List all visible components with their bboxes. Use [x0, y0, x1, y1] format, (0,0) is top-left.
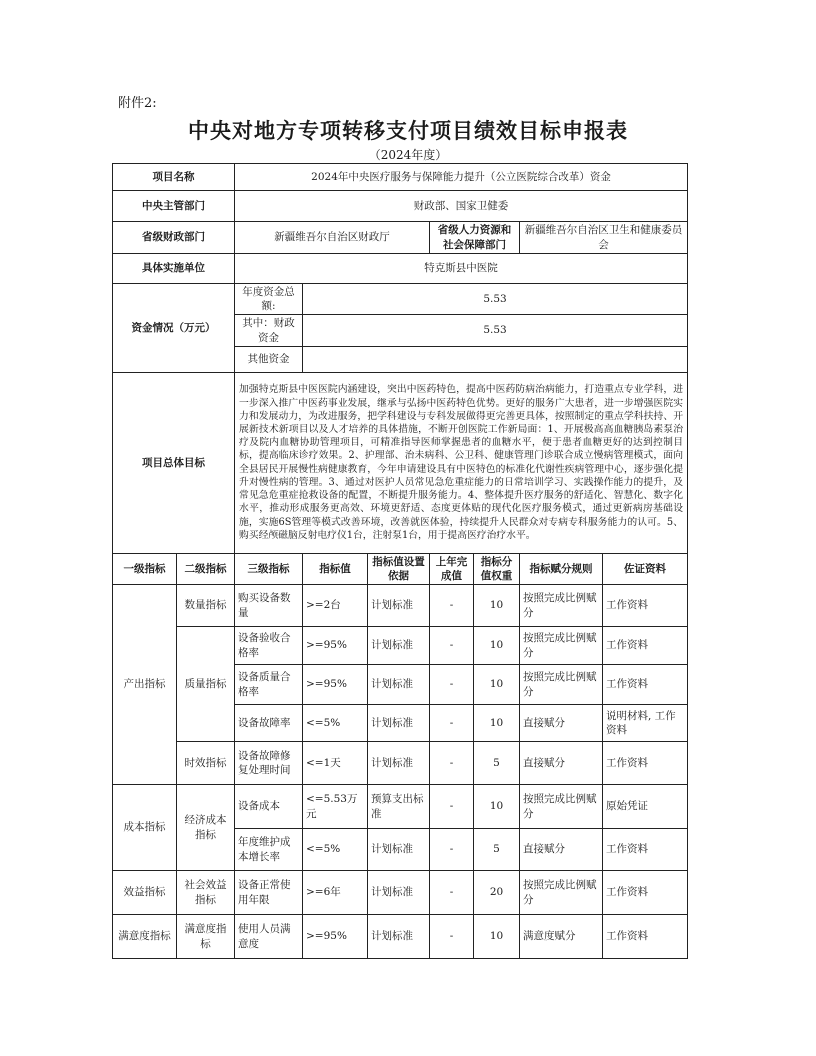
l3-cell: 年度维护成本增长率	[235, 829, 303, 871]
header-rule: 指标赋分规则	[520, 553, 603, 584]
rule-cell: 按照完成比例赋分	[520, 665, 603, 705]
value-cell: >=95%	[303, 915, 368, 959]
central-dept-label: 中央主管部门	[113, 191, 235, 222]
evidence-cell: 工作资料	[603, 829, 688, 871]
rule-cell: 直接赋分	[520, 742, 603, 785]
header-weight: 指标分值权重	[474, 553, 520, 584]
rule-cell: 按照完成比例赋分	[520, 627, 603, 665]
value-cell: >=2台	[303, 585, 368, 627]
weight-cell: 10	[474, 585, 520, 627]
value-cell: >=95%	[303, 665, 368, 705]
goal-label: 项目总体目标	[113, 372, 235, 553]
evidence-cell: 工作资料	[603, 915, 688, 959]
unit-label: 具体实施单位	[113, 254, 235, 284]
evidence-cell: 工作资料	[603, 585, 688, 627]
basis-cell: 计划标准	[368, 627, 430, 665]
provincial-hr-label: 省级人力资源和社会保障部门	[430, 222, 520, 254]
prev-cell: -	[430, 705, 474, 742]
central-dept-value: 财政部、国家卫健委	[235, 191, 688, 222]
evidence-cell: 工作资料	[603, 871, 688, 915]
performance-target-table	[112, 163, 688, 959]
rule-cell: 直接赋分	[520, 705, 603, 742]
rule-cell: 按照完成比例赋分	[520, 871, 603, 915]
header-value: 指标值	[303, 553, 368, 584]
value-cell: >=95%	[303, 627, 368, 665]
l3-cell: 设备正常使用年限	[235, 871, 303, 915]
prev-cell: -	[430, 742, 474, 785]
basis-cell: 计划标准	[368, 915, 430, 959]
prev-cell: -	[430, 871, 474, 915]
unit-value: 特克斯县中医院	[235, 254, 688, 284]
header-basis: 指标值设置依据	[368, 553, 430, 584]
l1-cell: 成本指标	[113, 785, 177, 871]
fiscal-funds-value: 5.53	[303, 315, 688, 346]
table-row	[113, 871, 688, 915]
basis-cell: 计划标准	[368, 829, 430, 871]
l3-cell: 设备成本	[235, 785, 303, 829]
prev-cell: -	[430, 829, 474, 871]
project-name-label: 项目名称	[113, 164, 235, 191]
header-evidence: 佐证资料	[603, 553, 688, 584]
table-row	[113, 785, 688, 829]
value-cell: <=5%	[303, 829, 368, 871]
value-cell: >=6年	[303, 871, 368, 915]
l1-cell: 产出指标	[113, 585, 177, 785]
value-cell: <=5%	[303, 705, 368, 742]
attachment-label: 附件2:	[118, 96, 157, 111]
other-funds-value	[303, 346, 688, 372]
header-l3: 三级指标	[235, 553, 303, 584]
year-label: （2024年度）	[368, 148, 448, 162]
l1-cell: 效益指标	[113, 871, 177, 915]
annual-funds-label: 年度资金总额:	[235, 284, 303, 315]
evidence-cell: 工作资料	[603, 627, 688, 665]
basis-cell: 计划标准	[368, 705, 430, 742]
weight-cell: 5	[474, 829, 520, 871]
evidence-cell: 工作资料	[603, 742, 688, 785]
header-l1: 一级指标	[113, 553, 177, 584]
basis-cell: 计划标准	[368, 585, 430, 627]
l2-cell: 经济成本指标	[177, 785, 235, 871]
weight-cell: 10	[474, 627, 520, 665]
provincial-finance-label: 省级财政部门	[113, 222, 235, 254]
l3-cell: 使用人员满意度	[235, 915, 303, 959]
rule-cell: 按照完成比例赋分	[520, 785, 603, 829]
provincial-hr-value: 新疆维吾尔自治区卫生和健康委员会	[520, 222, 688, 254]
evidence-cell: 工作资料	[603, 665, 688, 705]
page-title: 中央对地方专项转移支付项目绩效目标申报表	[188, 118, 628, 143]
header-l2: 二级指标	[177, 553, 235, 584]
weight-cell: 5	[474, 742, 520, 785]
prev-cell: -	[430, 915, 474, 959]
goal-text: 加强特克斯县中医医院内涵建设，突出中医药特色，提高中医药防病治病能力，打造重点专业学科，进一步深入推广中医药事业发展，继承与弘扬中医药特色优势。更好的服务广大患者，进一步增强医院实力和发展动力，为改进服务，把学科建设与专科发展做得更完善更具体，按照制定的重点学科扶持、开展新技术新项目以及人才培养的具体措施，不断开创医院工作新局面：1、开展极高高血糖胰岛素泵治疗及院内血糖协助管理项目，可精准指导医师掌握患者的血糖水平，便于患者血糖更好的达到控制目标，提高临床诊疗效果。2、护理部、治未病科、公卫科、健康管理门诊联合成立慢病管理模式，面向全县居民开展慢性病健康教育，今年申请建设具有中医特色的标准化代谢性疾病管理中心，逐步强化提升对慢性病的管理。3、通过对医护人员常见急危重症能力的日常培训学习、实践操作能力的提升，及常见急危重症抢救设备的配置，不断提升服务能力。4、整体提升医疗服务的舒适化、智慧化、数字化水平，推动形成服务更高效、环境更舒适、态度更体贴的现代化医疗服务模式，通过更新病房基础设施，实施6S管理等模式改善环境，改善就医体验，持续提升人民群众对专病专科服务能力的认可。5、购买经颅磁脑反射电疗仪1台，注射泵1台，用于提高医疗治疗水平。	[235, 372, 688, 553]
other-funds-label: 其他资金	[235, 346, 303, 372]
project-name-value: 2024年中央医疗服务与保障能力提升（公立医院综合改革）资金	[235, 164, 688, 191]
table-row	[113, 742, 688, 785]
prev-cell: -	[430, 585, 474, 627]
weight-cell: 10	[474, 785, 520, 829]
weight-cell: 10	[474, 705, 520, 742]
l2-cell: 满意度指标	[177, 915, 235, 959]
l3-cell: 设备故障修复处理时间	[235, 742, 303, 785]
l2-cell: 数量指标	[177, 585, 235, 627]
prev-cell: -	[430, 665, 474, 705]
basis-cell: 预算支出标准	[368, 785, 430, 829]
prev-cell: -	[430, 785, 474, 829]
rule-cell: 直接赋分	[520, 829, 603, 871]
header-prev: 上年完成值	[430, 553, 474, 584]
l3-cell: 设备故障率	[235, 705, 303, 742]
l2-cell: 时效指标	[177, 742, 235, 785]
value-cell: <=1天	[303, 742, 368, 785]
fiscal-funds-label: 其中：财政资金	[235, 315, 303, 346]
basis-cell: 计划标准	[368, 665, 430, 705]
basis-cell: 计划标准	[368, 742, 430, 785]
l3-cell: 设备验收合格率	[235, 627, 303, 665]
l2-cell: 质量指标	[177, 627, 235, 742]
basis-cell: 计划标准	[368, 871, 430, 915]
rule-cell: 满意度赋分	[520, 915, 603, 959]
weight-cell: 20	[474, 871, 520, 915]
l2-cell: 社会效益指标	[177, 871, 235, 915]
table-row	[113, 585, 688, 627]
l1-cell: 满意度指标	[113, 915, 177, 959]
table-row	[113, 627, 688, 665]
evidence-cell: 原始凭证	[603, 785, 688, 829]
prev-cell: -	[430, 627, 474, 665]
provincial-finance-value: 新疆维吾尔自治区财政厅	[235, 222, 430, 254]
annual-funds-value: 5.53	[303, 284, 688, 315]
weight-cell: 10	[474, 915, 520, 959]
value-cell: <=5.53万元	[303, 785, 368, 829]
weight-cell: 10	[474, 665, 520, 705]
funds-label: 资金情况（万元）	[113, 284, 235, 373]
l3-cell: 购买设备数量	[235, 585, 303, 627]
rule-cell: 按照完成比例赋分	[520, 585, 603, 627]
l3-cell: 设备质量合格率	[235, 665, 303, 705]
table-row	[113, 915, 688, 959]
evidence-cell: 说明材料, 工作资料	[603, 705, 688, 742]
